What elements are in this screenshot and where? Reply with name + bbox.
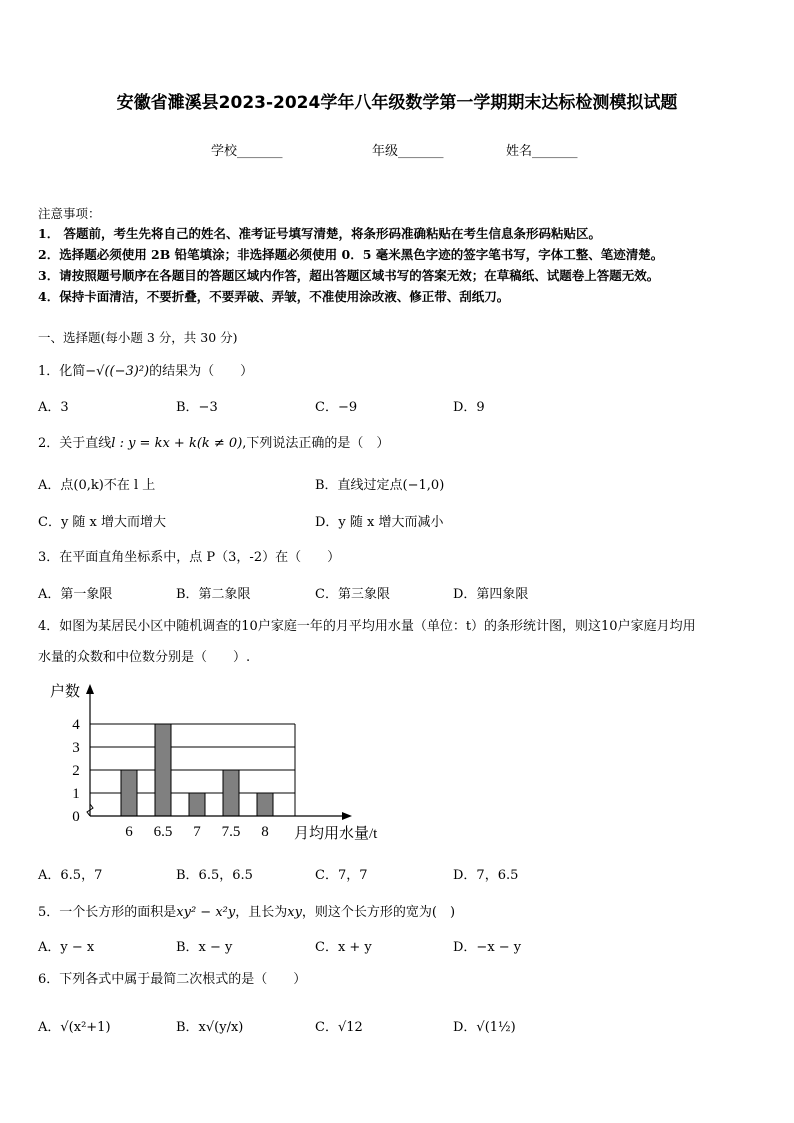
q5-middle: ，且长为 bbox=[235, 905, 288, 920]
x-tick-label: 7.5 bbox=[221, 824, 241, 840]
q5-prefix: 5．一个长方形的面积是 bbox=[38, 905, 177, 920]
q4-option-c: C．7，7 bbox=[315, 868, 368, 883]
q5-option-b: B．x − y bbox=[176, 940, 233, 955]
y-tick-label: 3 bbox=[72, 740, 80, 756]
q5-option-c: C．x + y bbox=[315, 940, 372, 955]
q6-option-d: D．√(1½) bbox=[453, 1020, 516, 1035]
x-tick-labels bbox=[125, 824, 269, 840]
q6-option-a: A．√(x²+1) bbox=[38, 1020, 111, 1035]
q3-option-d: D．第四象限 bbox=[453, 587, 529, 602]
x-axis-arrow bbox=[342, 812, 352, 820]
notice-item: 2．选择题必须使用 2B 铅笔填涂；非选择题必须使用 0．5 毫米黑色字迹的签字笔书写，字体工整、笔迹清楚。 bbox=[38, 247, 664, 262]
y-tick-label: 2 bbox=[72, 763, 80, 779]
school-field: 学校_______ bbox=[211, 144, 283, 159]
y-tick-label: 1 bbox=[72, 786, 80, 802]
q2-expression: l : y = kx + k(k ≠ 0) bbox=[111, 436, 243, 451]
name-field: 姓名_______ bbox=[506, 144, 578, 159]
q4-option-d: D．7，6.5 bbox=[453, 868, 519, 883]
q1-option-a: A．3 bbox=[38, 400, 69, 415]
q5-option-d: D．−x − y bbox=[453, 940, 522, 955]
q1-suffix: 的结果为（ ） bbox=[149, 364, 254, 379]
x-tick-label: 7 bbox=[193, 824, 201, 840]
q5-option-a: A．y − x bbox=[38, 940, 95, 955]
bar-7 bbox=[189, 793, 205, 816]
y-tick-label: 4 bbox=[72, 717, 80, 733]
x-axis-title: 月均用水量/t bbox=[294, 826, 378, 842]
y-axis-arrow bbox=[86, 684, 94, 694]
q5-area: xy² − x²y bbox=[176, 905, 236, 920]
question-2 bbox=[38, 432, 389, 451]
y-tick-labels bbox=[72, 717, 80, 825]
question-4-line-2: 水量的众数和中位数分别是（ ）. bbox=[38, 650, 251, 665]
q5-length: xy bbox=[287, 905, 302, 920]
section-heading: 一、选择题(每小题 3 分，共 30 分) bbox=[38, 330, 238, 345]
question-3: 3．在平面直角坐标系中，点 P（3，-2）在（ ） bbox=[38, 550, 341, 565]
q2-suffix: ,下列说法正确的是（ ） bbox=[242, 436, 390, 451]
question-1 bbox=[38, 360, 253, 379]
bar-8 bbox=[257, 793, 273, 816]
notice-heading: 注意事项： bbox=[38, 206, 101, 221]
bar-6 bbox=[121, 770, 137, 816]
x-tick-label: 6 bbox=[125, 824, 133, 840]
notice-item: 1． 答题前，考生先将自己的姓名、准考证号填写清楚，将条形码准确粘贴在考生信息条形码粘贴区。 bbox=[38, 226, 602, 241]
page-title: 安徽省濉溪县2023-2024学年八年级数学第一学期期末达标检测模拟试题 bbox=[116, 93, 678, 113]
question-4-line-1: 4．如图为某居民小区中随机调查的10户家庭一年的月平均用水量（单位：t）的条形统计图，则这10户家庭月均用 bbox=[38, 619, 696, 634]
q2-prefix: 2．关于直线 bbox=[38, 436, 112, 451]
q6-option-c: C．√12 bbox=[315, 1020, 363, 1035]
question-5 bbox=[38, 901, 455, 920]
q3-option-c: C．第三象限 bbox=[315, 587, 390, 602]
q2-option-a: A．点(0,k)不在 l 上 bbox=[38, 478, 156, 493]
q1-prefix: 1．化简 bbox=[38, 364, 86, 379]
q6-option-b: B．x√(y/x) bbox=[176, 1020, 244, 1035]
notice-item: 3．请按照题号顺序在各题目的答题区域内作答，超出答题区域书写的答案无效；在草稿纸、试题卷上答题无效。 bbox=[38, 268, 660, 283]
q1-expression: −√((−3)²) bbox=[85, 364, 150, 379]
grade-field: 年级_______ bbox=[372, 144, 444, 159]
y-tick-label: 0 bbox=[72, 809, 80, 825]
q2-option-c: C．y 随 x 增大而增大 bbox=[38, 515, 167, 530]
q4-option-b: B．6.5，6.5 bbox=[176, 868, 253, 883]
bar-7.5 bbox=[223, 770, 239, 816]
q1-option-d: D．9 bbox=[453, 400, 485, 415]
q1-option-c: C．−9 bbox=[315, 400, 358, 415]
q5-suffix: ，则这个长方形的宽为( ) bbox=[301, 905, 456, 920]
x-tick-label: 6.5 bbox=[153, 824, 173, 840]
water-usage-bar-chart bbox=[40, 676, 400, 848]
q2-option-b: B．直线过定点(−1,0) bbox=[315, 478, 445, 493]
x-tick-label: 8 bbox=[261, 824, 269, 840]
bar-6.5 bbox=[155, 724, 171, 816]
q4-option-a: A．6.5，7 bbox=[38, 868, 103, 883]
y-axis-title: 户数 bbox=[50, 684, 81, 700]
q2-option-d: D．y 随 x 增大而减小 bbox=[315, 515, 444, 530]
notice-item: 4．保持卡面清洁，不要折叠，不要弄破、弄皱，不准使用涂改液、修正带、刮纸刀。 bbox=[38, 289, 510, 304]
q1-option-b: B．−3 bbox=[176, 400, 218, 415]
q3-option-b: B．第二象限 bbox=[176, 587, 251, 602]
q3-option-a: A．第一象限 bbox=[38, 587, 113, 602]
question-6: 6．下列各式中属于最简二次根式的是（ ） bbox=[38, 972, 307, 987]
